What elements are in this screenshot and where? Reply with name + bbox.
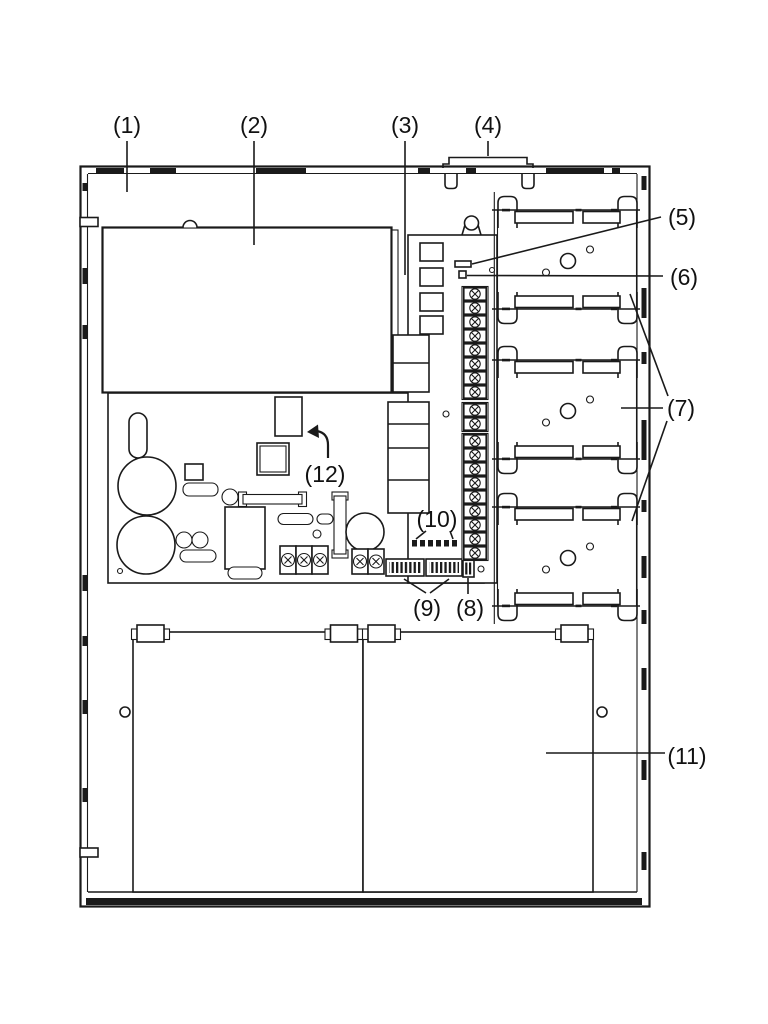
terminal [464,547,486,559]
callout-2: (2) [239,112,269,138]
terminal [464,302,486,314]
terminal [464,477,486,489]
fuse-horizontal [243,495,302,505]
screw-terminal-strip [462,287,488,561]
mains-terminal-block [280,546,328,574]
capacitor-large-1 [118,457,176,515]
capacitor-round [346,513,384,551]
back-panel-hole-left [120,707,130,717]
battery-terminal [325,625,363,642]
fuse-vertical [334,496,346,554]
jumper-plug [459,271,466,278]
relay-block [275,397,302,436]
terminal [464,533,486,545]
ribbon-connector-1 [386,559,424,576]
left-mounting-peg-top [80,218,98,227]
callout-5: (5) [667,204,697,230]
module-stack-lower [388,402,429,513]
terminal [464,435,486,447]
terminal [464,449,486,461]
terminal [464,316,486,328]
callout-12: (12) [304,461,346,487]
callout-8: (8) [455,595,485,621]
battery-terminal [556,625,594,642]
callout-1: (1) [112,112,142,138]
capacitor-large-2 [117,516,175,574]
terminal [464,463,486,475]
terminal [464,358,486,370]
transformer [225,507,265,569]
flat-connector [455,261,471,267]
terminal [464,519,486,531]
terminal [464,386,486,398]
terminal [464,372,486,384]
back-panel-hole-right [597,707,607,717]
callout-11: (11) [667,743,707,769]
callout-9: (9) [412,595,442,621]
battery-terminal [363,625,401,642]
battery-right [363,625,594,892]
terminal [464,288,486,300]
battery-terminal [132,625,170,642]
terminal [464,330,486,342]
callout-3: (3) [390,112,420,138]
terminal [464,491,486,503]
terminal [464,505,486,517]
heatsink-top-bump [183,221,197,228]
terminal [464,404,486,416]
keyhole-slot [465,216,479,230]
terminal [464,418,486,430]
ribbon-connector-2 [426,559,462,576]
capacitor-pill [129,413,147,458]
callout-4: (4) [473,112,503,138]
callout-7: (7) [666,395,696,421]
bottom-wall-band [86,898,642,905]
callout-6: (6) [669,264,699,290]
terminal [464,344,486,356]
aux-terminal-block [352,549,384,574]
callout-10: (10) [416,506,458,532]
left-mounting-peg-bottom [80,848,98,857]
module-stack-upper [393,335,429,392]
battery-left [132,625,364,892]
